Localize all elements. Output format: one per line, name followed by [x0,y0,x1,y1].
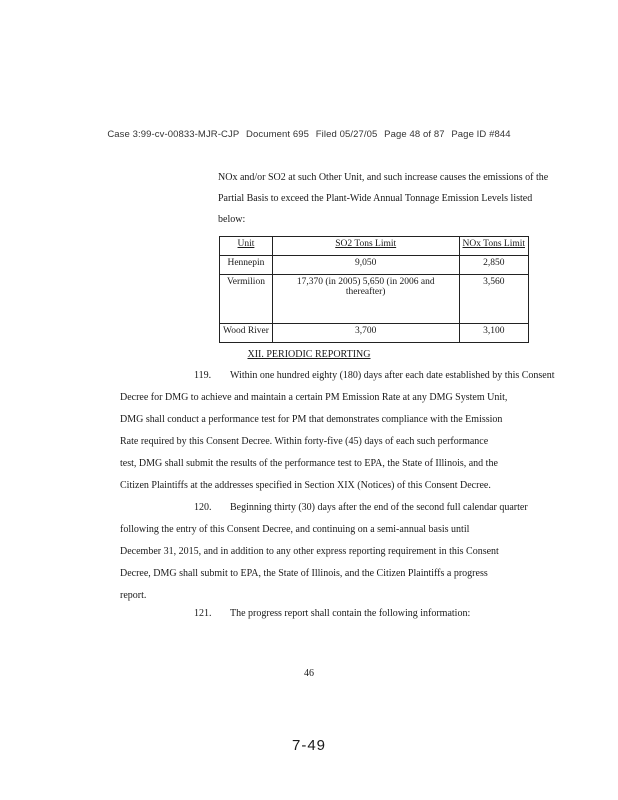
intro-line-3: below: [218,214,246,225]
table-row [220,324,529,343]
cell-nox: 3,560 [459,275,529,324]
table-row [220,256,529,275]
header-filed: Filed 05/27/05 [315,129,378,140]
header-document: Document 695 [246,129,310,140]
paragraph-119-line-5: test, DMG shall submit the results of the performance test to EPA, the State of Illinois, and the [120,458,498,469]
intro-line-1: NOx and/or SO2 at such Other Unit, and such increase causes the emissions of the [218,172,549,183]
cell-so2: 3,700 [272,324,459,343]
paragraph-number: 119. [194,370,212,381]
paragraph-121-line-1 [194,608,470,619]
cell-unit: Vermilion [220,275,273,324]
paragraph-119-line-1 [194,370,555,381]
header-case: Case 3:99-cv-00833-MJR-CJP [107,129,240,140]
cell-unit: Hennepin [220,256,273,275]
header-page: Page 48 of 87 [384,129,445,140]
case-header [0,129,618,140]
emission-limits-table [219,236,529,343]
cell-nox: 3,100 [459,324,529,343]
paragraph-119-line-2: Decree for DMG to achieve and maintain a certain PM Emission Rate at any DMG System Unit, [120,392,508,403]
paragraph-119-line-3: DMG shall conduct a performance test for PM that demonstrates compliance with the Emission [120,414,503,425]
paragraph-number: 121. [194,608,212,619]
paragraph-text: Within one hundred eighty (180) days after each date established by this Consent [230,370,555,381]
cell-so2: 9,050 [272,256,459,275]
section-title-text: XII. PERIODIC REPORTING [247,349,371,360]
paragraph-119-line-4: Rate required by this Consent Decree. Within forty-five (45) days of each such performance [120,436,489,447]
intro-line-2: Partial Basis to exceed the Plant-Wide Annual Tonnage Emission Levels listed [218,193,533,204]
paragraph-119-line-6: Citizen Plaintiffs at the addresses specified in Section XIX (Notices) of this Consent Decree. [120,480,491,491]
footer-page-label: 7-49 [291,737,327,754]
table-row [220,275,529,324]
page-number: 46 [304,668,314,679]
cell-unit: Wood River [220,324,273,343]
paragraph-number: 120. [194,502,212,513]
paragraph-text: Beginning thirty (30) days after the end of the second full calendar quarter [230,502,528,513]
col-header-nox: NOx Tons Limit [459,237,529,256]
paragraph-120-line-5: report. [120,590,147,601]
paragraph-120-line-4: Decree, DMG shall submit to EPA, the State of Illinois, and the Citizen Plaintiffs a progress [120,568,488,579]
paragraph-120-line-2: following the entry of this Consent Decree, and continuing on a semi-annual basis until [120,524,470,535]
col-header-so2: SO2 Tons Limit [272,237,459,256]
paragraph-120-line-3: December 31, 2015, and in addition to any other express reporting requirement in this Consent [120,546,499,557]
paragraph-120-line-1 [194,502,528,513]
col-header-unit: Unit [220,237,273,256]
section-title [0,349,618,360]
cell-nox: 2,850 [459,256,529,275]
cell-so2: 17,370 (in 2005) 5,650 (in 2006 and thereafter) [272,275,459,324]
paragraph-text: The progress report shall contain the following information: [230,608,471,619]
header-page-id: Page ID #844 [451,129,511,140]
